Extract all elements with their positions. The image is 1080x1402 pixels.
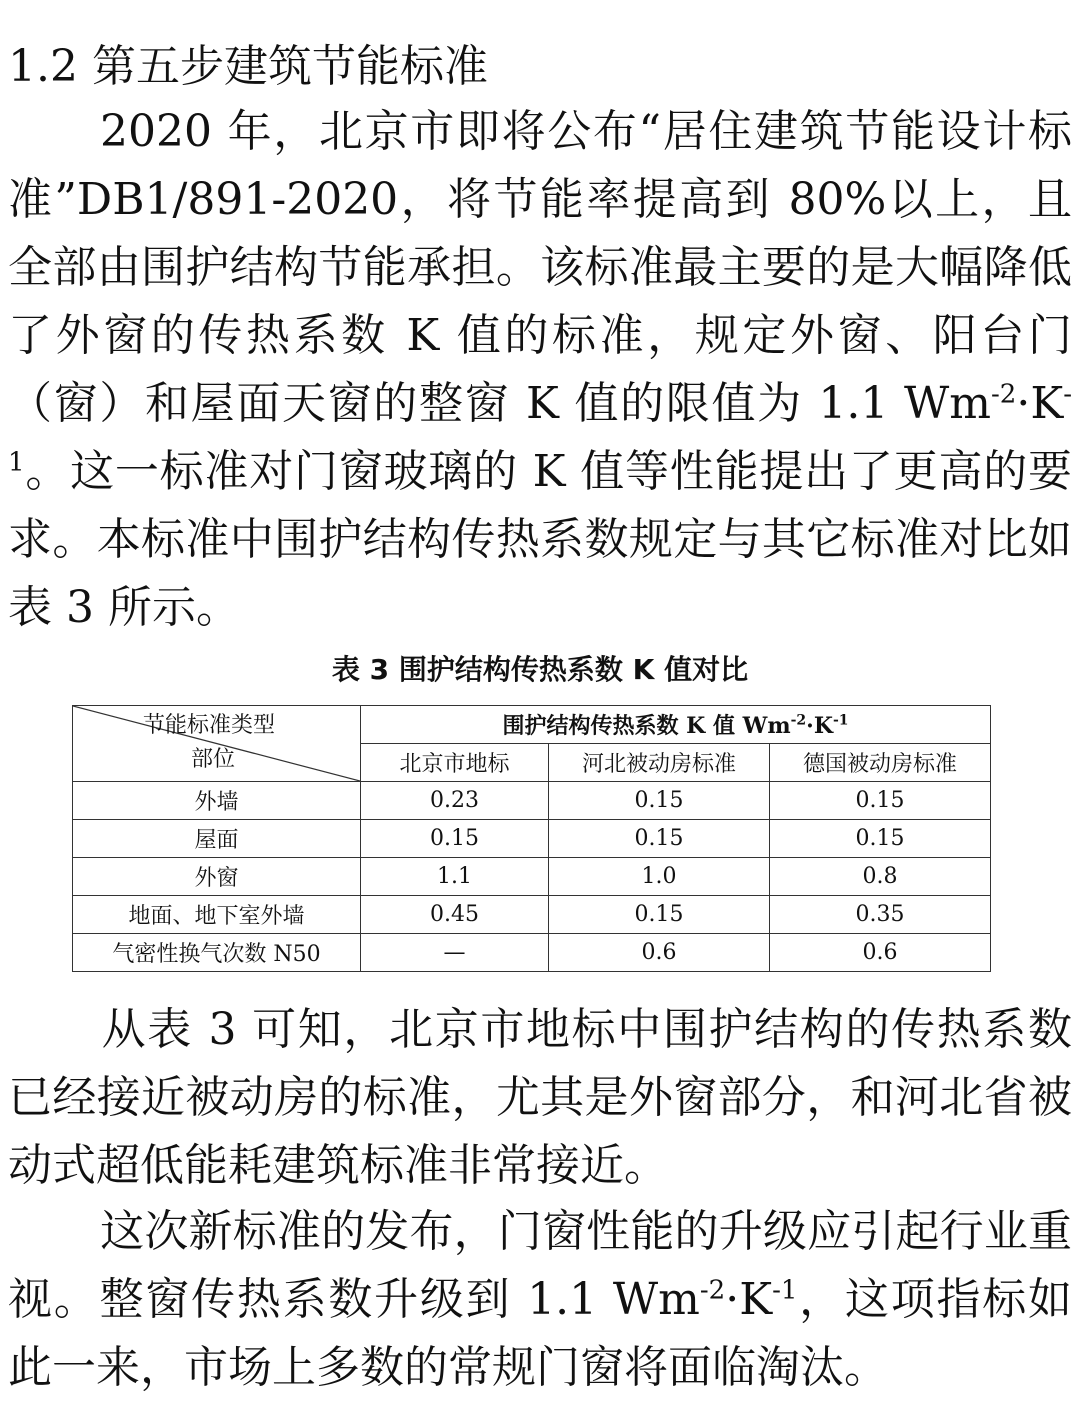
- table-cell: —: [361, 934, 549, 972]
- row-part-label: 外窗: [73, 858, 361, 896]
- corner-header-part: 部位: [191, 747, 236, 772]
- paragraph-3-text-a: 这次新标准的发布，门窗性能的升级应引起行业重视。整窗传热系数升级到 1.1 Wm: [8, 1206, 1072, 1325]
- table-row: [73, 934, 991, 972]
- paragraph-1-sup-a: -2: [991, 379, 1017, 410]
- k-value-table: [72, 705, 991, 972]
- row-part-label: 气密性换气次数 N50: [73, 934, 361, 972]
- row-part-label: 外墙: [73, 782, 361, 820]
- column-header: 北京市地标: [361, 744, 549, 782]
- table-cell: 1.0: [549, 858, 770, 896]
- paragraph-1-sup-b: -1: [8, 379, 1072, 478]
- paragraph-3: [8, 1198, 1072, 1402]
- paragraph-1-text-c: 。这一标准对门窗玻璃的 K 值等性能提出了更高的要求。本标准中围护结构传热系数规定与其它标准对比如表 3 所示。: [8, 446, 1072, 633]
- paragraph-1-text-b: ·K: [1016, 378, 1064, 429]
- table-cell: 0.23: [361, 782, 549, 820]
- paragraph-3-text-b: ·K: [725, 1274, 773, 1325]
- table-cell: 0.45: [361, 896, 549, 934]
- table-cell: 0.6: [549, 934, 770, 972]
- group-header-mid: ·K: [806, 713, 833, 739]
- paragraph-3-sup-b: -1: [772, 1275, 798, 1306]
- column-header: 河北被动房标准: [549, 744, 770, 782]
- column-header: 德国被动房标准: [770, 744, 991, 782]
- table-cell: 0.15: [549, 782, 770, 820]
- paragraph-2: [8, 996, 1072, 1200]
- table-cell: 0.15: [549, 896, 770, 934]
- paragraph-1-text-a: 2020 年，北京市即将公布“居住建筑节能设计标准”DB1/891-2020，将节能率提高到 80%以上，且全部由围护结构节能承担。该标准最主要的是大幅降低了外窗的传热系数 K 值的标准，规定外窗、阳台门（窗）和屋面天窗的整窗 K 值的限值为 1.1 Wm: [8, 106, 1072, 429]
- table-cell: 0.15: [770, 820, 991, 858]
- table-row: [73, 858, 991, 896]
- table-row: [73, 782, 991, 820]
- group-header-sup-a: -2: [790, 712, 807, 729]
- table-cell: 0.35: [770, 896, 991, 934]
- table-group-header: [361, 706, 991, 744]
- table-cell: 0.8: [770, 858, 991, 896]
- paragraph-1: [8, 98, 1072, 642]
- table-row: [73, 820, 991, 858]
- paragraph-3-sup-a: -2: [699, 1275, 726, 1306]
- paragraph-3-text-c: ，这项指标如此一来，市场上多数的常规门窗将面临淘汰。: [8, 1274, 1072, 1393]
- row-part-label: 地面、地下室外墙: [73, 896, 361, 934]
- paragraph-2-text: 从表 3 可知，北京市地标中围护结构的传热系数已经接近被动房的标准，尤其是外窗部分，和河北省被动式超低能耗建筑标准非常接近。: [8, 1004, 1072, 1191]
- table-row: [73, 896, 991, 934]
- group-header-text: 围护结构传热系数 K 值 Wm: [502, 713, 791, 739]
- table-cell: 1.1: [361, 858, 549, 896]
- table-cell: 0.15: [770, 782, 991, 820]
- section-heading: 1.2 第五步建筑节能标准: [8, 41, 488, 92]
- table-cell: 0.15: [361, 820, 549, 858]
- corner-header-standard-type: 节能标准类型: [143, 713, 276, 738]
- row-part-label: 屋面: [73, 820, 361, 858]
- group-header-sup-b: -1: [832, 712, 849, 729]
- table-cell: 0.6: [770, 934, 991, 972]
- table-cell: 0.15: [549, 820, 770, 858]
- table-corner-cell: [73, 706, 361, 782]
- table-caption: 表 3 围护结构传热系数 K 值对比: [331, 653, 749, 686]
